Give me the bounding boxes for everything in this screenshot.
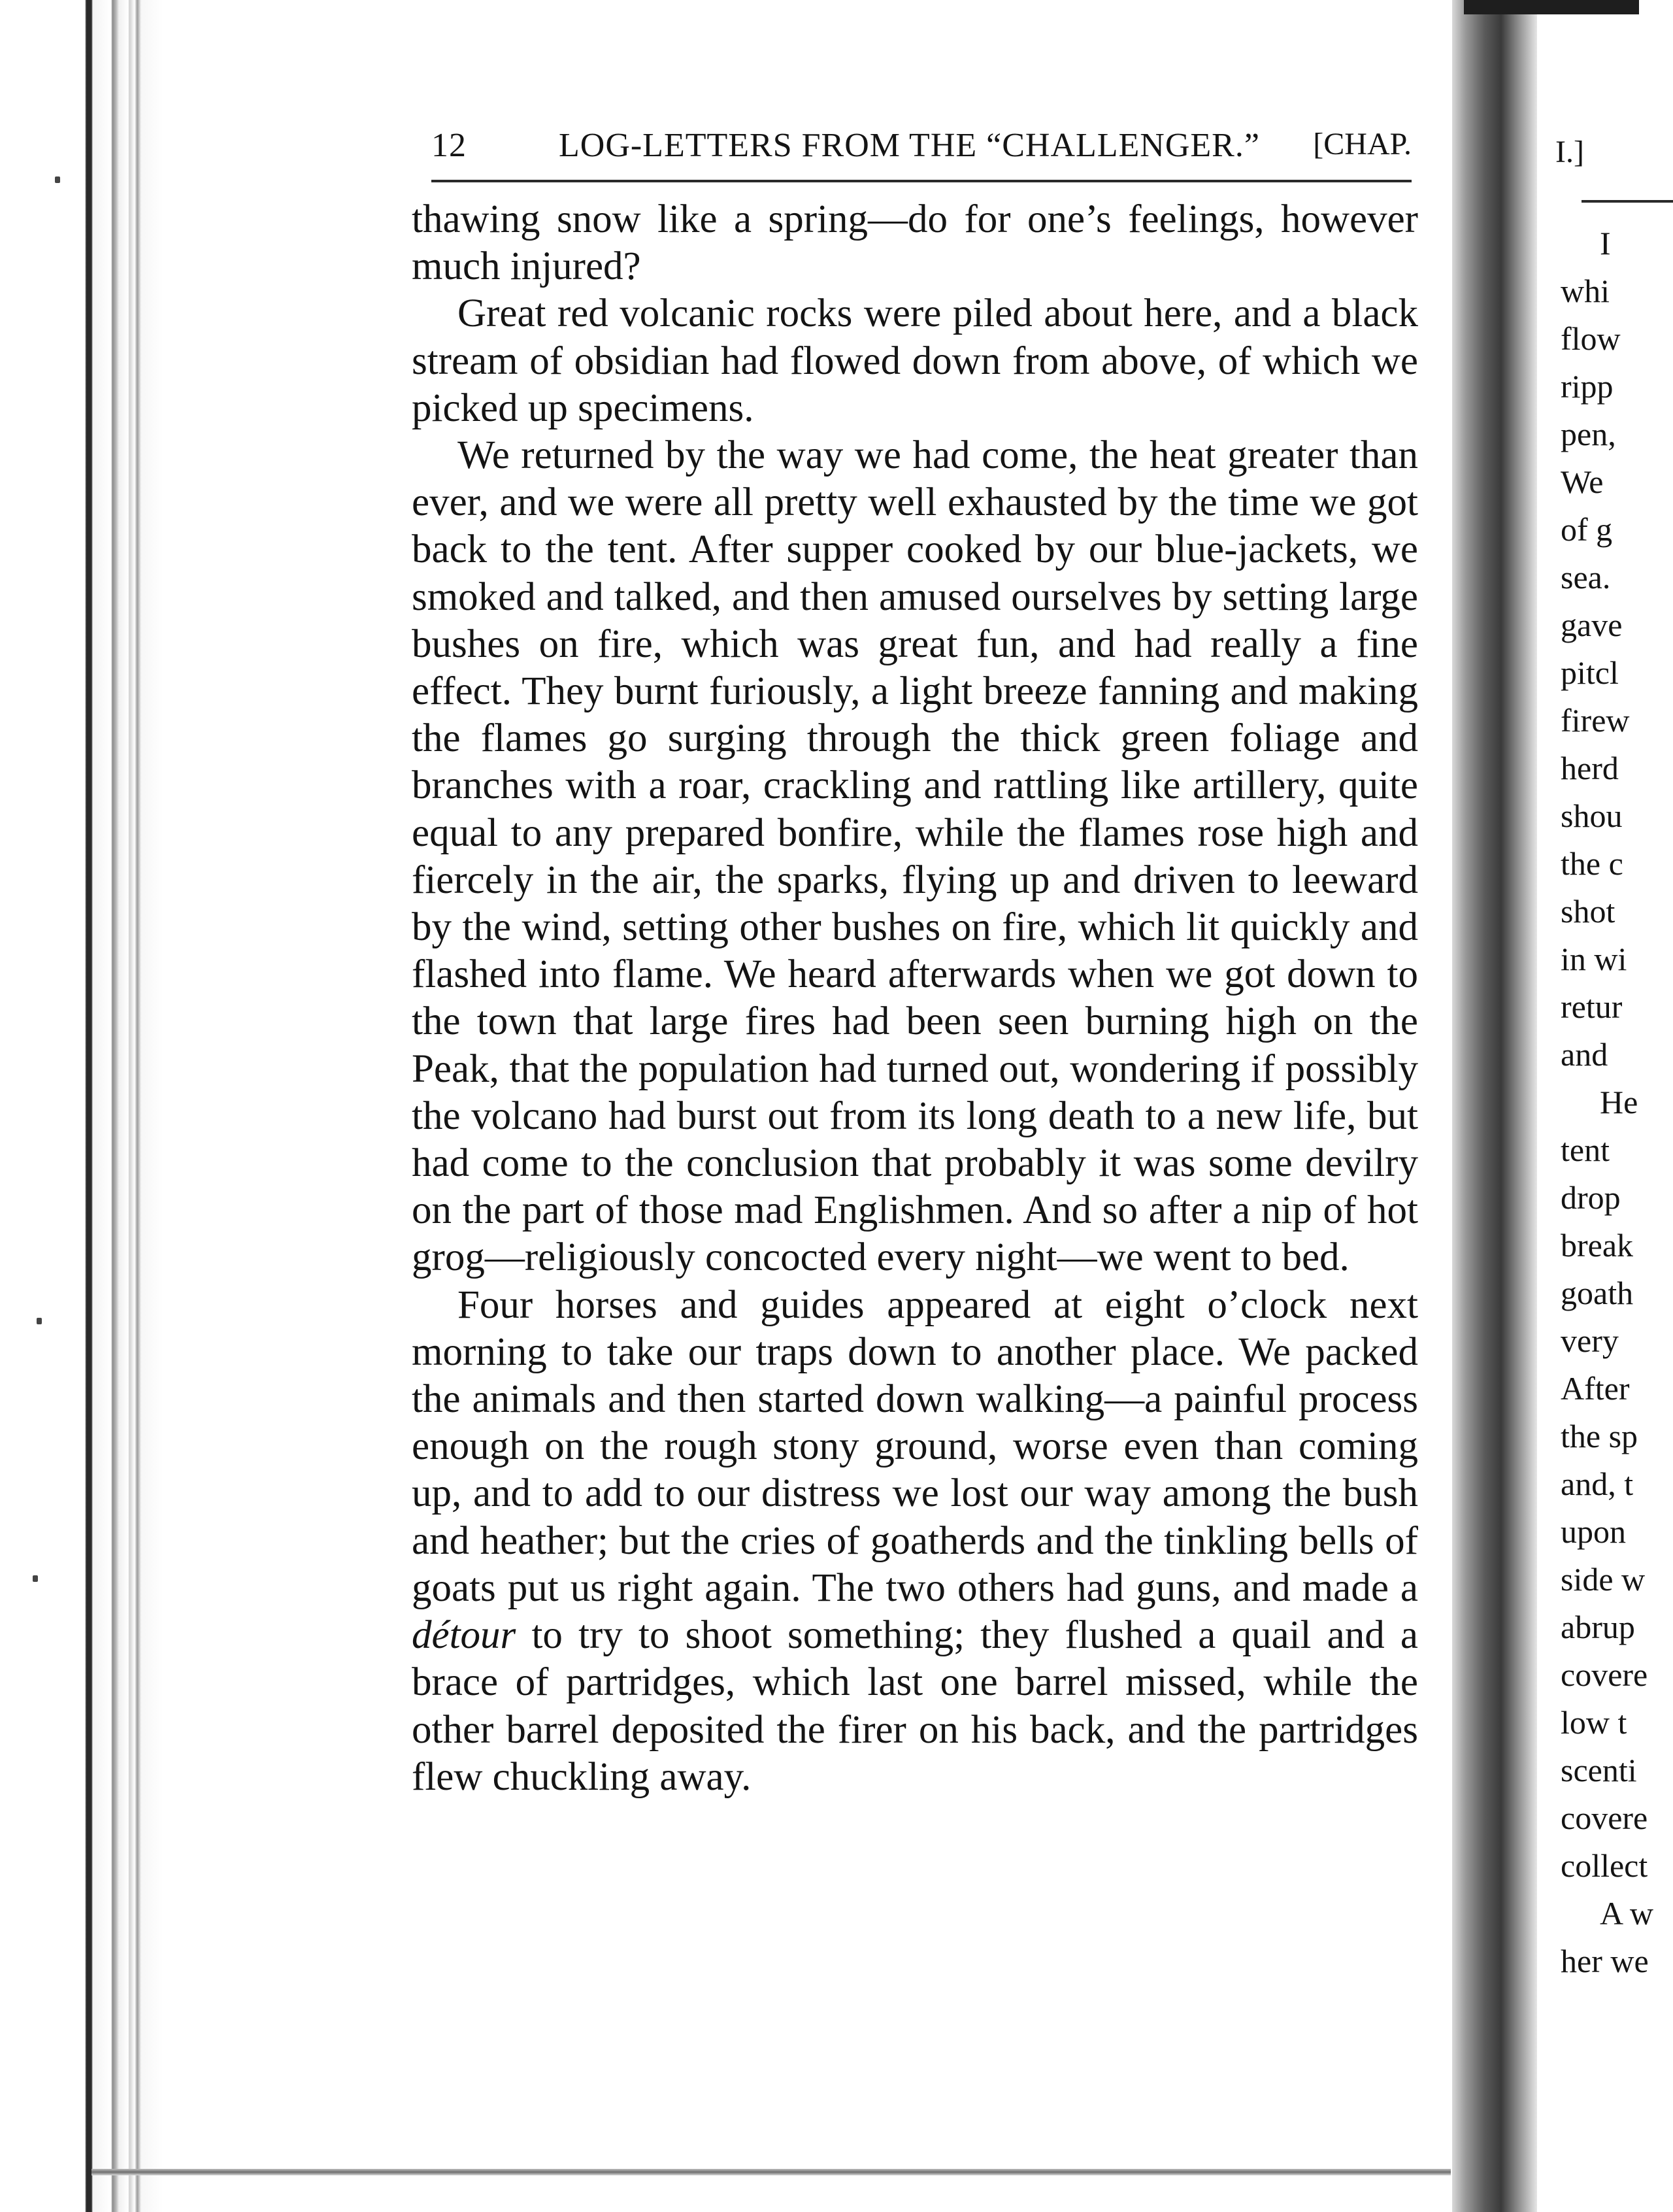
chapter-marker: [CHAP. — [1313, 127, 1412, 161]
facing-line: shou — [1561, 797, 1623, 834]
facing-line: side w — [1561, 1561, 1646, 1598]
facing-line: abrup — [1561, 1609, 1635, 1645]
facing-running-head: I.] — [1555, 135, 1584, 169]
paragraph: thawing snow like a spring—do for one’s feelings, however much injured? — [412, 197, 1418, 289]
book-gutter — [1452, 0, 1537, 2212]
facing-line: pitcl — [1561, 654, 1619, 691]
running-title: LOG-LETTERS FROM THE “CHALLENGER.” — [559, 127, 1260, 164]
facing-line: firew — [1561, 702, 1630, 739]
facing-line: and, t — [1561, 1466, 1634, 1502]
facing-line: in wi — [1561, 941, 1627, 977]
facing-line: ripp — [1561, 368, 1614, 405]
facing-line: low t — [1561, 1704, 1627, 1741]
facing-line: break — [1561, 1227, 1634, 1264]
facing-line: very — [1561, 1322, 1619, 1359]
facing-line: retur — [1561, 988, 1623, 1025]
facing-line: sea. — [1561, 559, 1611, 595]
facing-line: covere — [1561, 1656, 1648, 1693]
facing-line: I — [1600, 225, 1611, 261]
paragraph: We returned by the way we had come, the heat greater than ever, and we were all pretty well exhausted by the time we got back to the tent. After supper cooked by our blue-jackets, we smoked and talked, and then amused ourselves by setting large bushes on fire, which was great fun, and had really a fine effect. They burnt furiously, a light breeze fanning and making the flames go surging through the thick green foliage and branches with a roar, crackling and rattling like artillery, quite equal to any prepared bonfire, while the flames rose high and fiercely in the air, the sparks, flying up and driven to leeward by the wind, setting other bushes on fire, which lit quickly and flashed into flame. We heard afterwards when we got down to the town that large fires had been seen burning high on the Peak, that the population had turned out, wondering if possibly the volcano had burst out from its long death to a new life, but had come to the conclusion that probably it was some devilry on the part of those mad Englishmen. And so after a nip of hot grog—religiously concocted every night—we went to bed. — [412, 433, 1418, 1280]
paragraph-text: Four horses and guides appeared at eight o’clock next morning to take our traps down to another place. We packed the animals and then started down walking—a painful process enough on the rough stony ground, worse even than coming up, and to add to our distress we lost our way among the bush and heather; but the cries of goatherds and the tinkling bells of goats put us right again. The two others had guns, and made a — [412, 1282, 1418, 1610]
facing-line: We — [1561, 463, 1604, 500]
page-number: 12 — [431, 127, 467, 164]
facing-line: tent — [1561, 1131, 1610, 1168]
book-bottom-edge — [91, 2169, 1451, 2175]
facing-line: flow — [1561, 320, 1621, 357]
left-page — [399, 114, 1438, 2167]
facing-text-lines — [1561, 220, 1653, 1985]
italic-word: détour — [412, 1613, 516, 1658]
paragraph — [412, 1282, 1418, 1801]
facing-line: scenti — [1561, 1752, 1637, 1788]
facing-line: herd — [1561, 750, 1619, 786]
paragraph: Great red volcanic rocks were piled about here, and a black stream of obsidian had flowed down from above, of which we picked up specimens. — [412, 292, 1418, 430]
facing-line: He — [1600, 1084, 1638, 1120]
facing-line: of g — [1561, 511, 1613, 548]
facing-page-fragment — [1555, 0, 1653, 2212]
facing-line: the c — [1561, 845, 1623, 882]
facing-line: the sp — [1561, 1418, 1638, 1454]
facing-line: A w — [1600, 1895, 1653, 1932]
body-text — [412, 196, 1418, 1801]
paragraph-text: to try to shoot something; they flushed a quail and a brace of partridges, which last one barrel missed, while the other barrel deposited the firer on his back, and the partridges flew chuckling away. — [412, 1613, 1418, 1799]
facing-line: whi — [1561, 273, 1610, 309]
edge-speck — [55, 176, 60, 183]
book-page-stack-edge — [0, 0, 163, 2212]
facing-line: gave — [1561, 607, 1623, 643]
facing-line: and — [1561, 1036, 1608, 1073]
facing-line: collect — [1561, 1847, 1648, 1884]
facing-line: goath — [1561, 1275, 1634, 1311]
facing-line: After — [1561, 1370, 1630, 1407]
edge-speck — [33, 1575, 38, 1582]
facing-line: upon — [1561, 1513, 1626, 1550]
head-rule — [431, 180, 1412, 182]
running-head — [431, 114, 1412, 173]
facing-line: drop — [1561, 1179, 1621, 1216]
facing-head-rule — [1582, 200, 1673, 203]
edge-speck — [37, 1318, 42, 1324]
facing-line: her we — [1561, 1943, 1649, 1979]
facing-line: pen, — [1561, 416, 1616, 452]
facing-line: covere — [1561, 1800, 1648, 1836]
facing-line: shot — [1561, 893, 1615, 930]
